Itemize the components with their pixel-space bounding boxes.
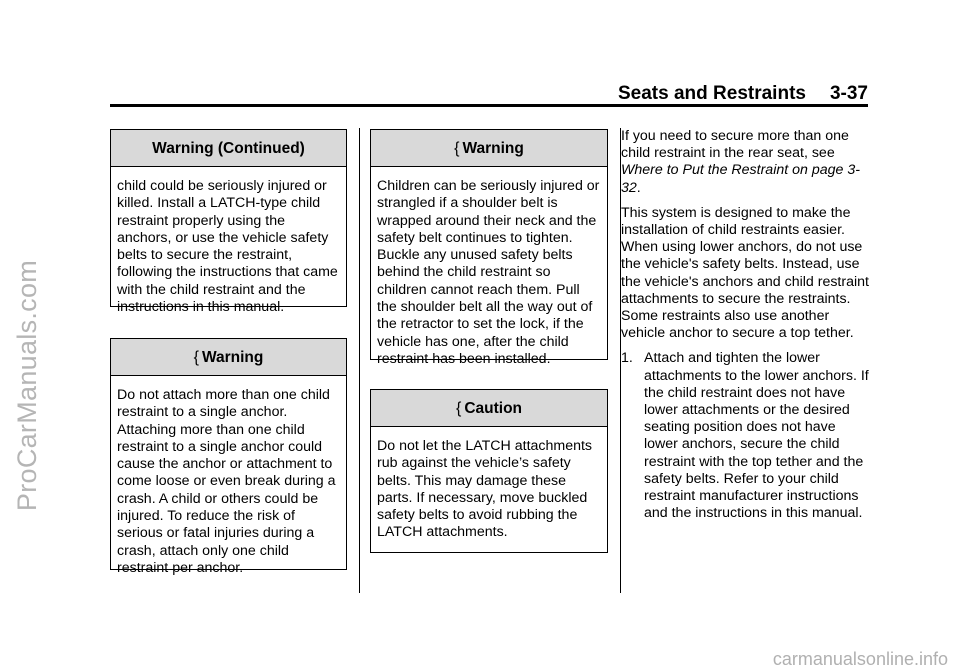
warning-continued-body: child could be seriously injured or killed. Install a LATCH-type child restraint properly using the anchors, or use the vehicle safety belts to secure the restraint, following the instructions that came with the child restraint and the instructions in this manual. (117, 178, 338, 316)
page-header (618, 83, 868, 105)
caution-box (370, 389, 608, 553)
warning-continued-box (110, 129, 347, 316)
cross-reference-link[interactable]: Where to Put the Restraint on page 3-32 (621, 162, 860, 196)
caution-heading (371, 390, 607, 427)
caution-body: Do not let the LATCH attachments rub against the vehicle’s safety belts. This may damage these parts. If necessary, move buckled safety belts to avoid rubbing the LATCH attachments. (377, 438, 593, 541)
warning-one-child-box (110, 338, 347, 576)
warning-strangled-heading (371, 130, 607, 167)
warning-strangled-title: Warning (462, 140, 524, 157)
warning-icon: { (193, 349, 199, 366)
warning-one-child-title: Warning (201, 349, 264, 366)
section-title: Seats and Restraints (618, 83, 806, 104)
warning-icon: { (454, 140, 460, 157)
step-1 (621, 350, 871, 522)
paragraph-2: This system is designed to make the installation of child restraints easier. When using lower anchors, do not use the vehicle's safety belts. Instead, use the vehicle's anchors and child restraint attachments to secure the restraints. Some restraints also use another vehicle anchor to secure a top tether. (621, 204, 869, 342)
warning-strangled-box (370, 129, 608, 367)
column-3 (621, 128, 871, 522)
page-number: 3-37 (829, 83, 868, 104)
warning-one-child-heading (111, 339, 346, 376)
paragraph-1 (621, 128, 871, 197)
step-1-number: 1. (621, 350, 633, 367)
step-1-text: Attach and tighten the lower attachments to the lower anchors. If the child restraint does not have lower attachments or the desired seating position does not have lower anchors, secure the child restraint with the top tether and the safety belts. Refer to your child restraint manufacturer instructions and the instructions in this manual. (644, 350, 869, 522)
column-divider-1 (359, 128, 360, 593)
warning-continued-heading: Warning (Continued) (111, 130, 346, 167)
paragraph-1-end: . (636, 179, 641, 196)
caution-icon: { (455, 400, 462, 417)
caution-title: Caution (464, 400, 523, 417)
paragraph-1-text: If you need to secure more than one child restraint in the rear seat, see (621, 128, 849, 162)
warning-strangled-body: Children can be seriously injured or strangled if a shoulder belt is wrapped around their neck and the safety belt continues to tighten. Buckle any unused safety belts behind the child restraint so children cannot reach them. Pull the shoulder belt all the way out of the retractor to set the lock, if the vehicle has one, after the child restraint has been installed. (377, 178, 600, 367)
header-rule (110, 104, 868, 107)
warning-one-child-body: Do not attach more than one child restraint to a single anchor. Attaching more than one child restraint to a single anchor could cause the anchor or attachment to come loose or even break during a crash. A child or others could be injured. To reduce the risk of serious or fatal injuries during a crash, attach only one child restraint per anchor. (117, 387, 336, 576)
footer-watermark: carmanualsonline.info (772, 649, 948, 669)
watermark-text: ProCarManuals.com (12, 259, 43, 511)
watermark (8, 105, 48, 665)
